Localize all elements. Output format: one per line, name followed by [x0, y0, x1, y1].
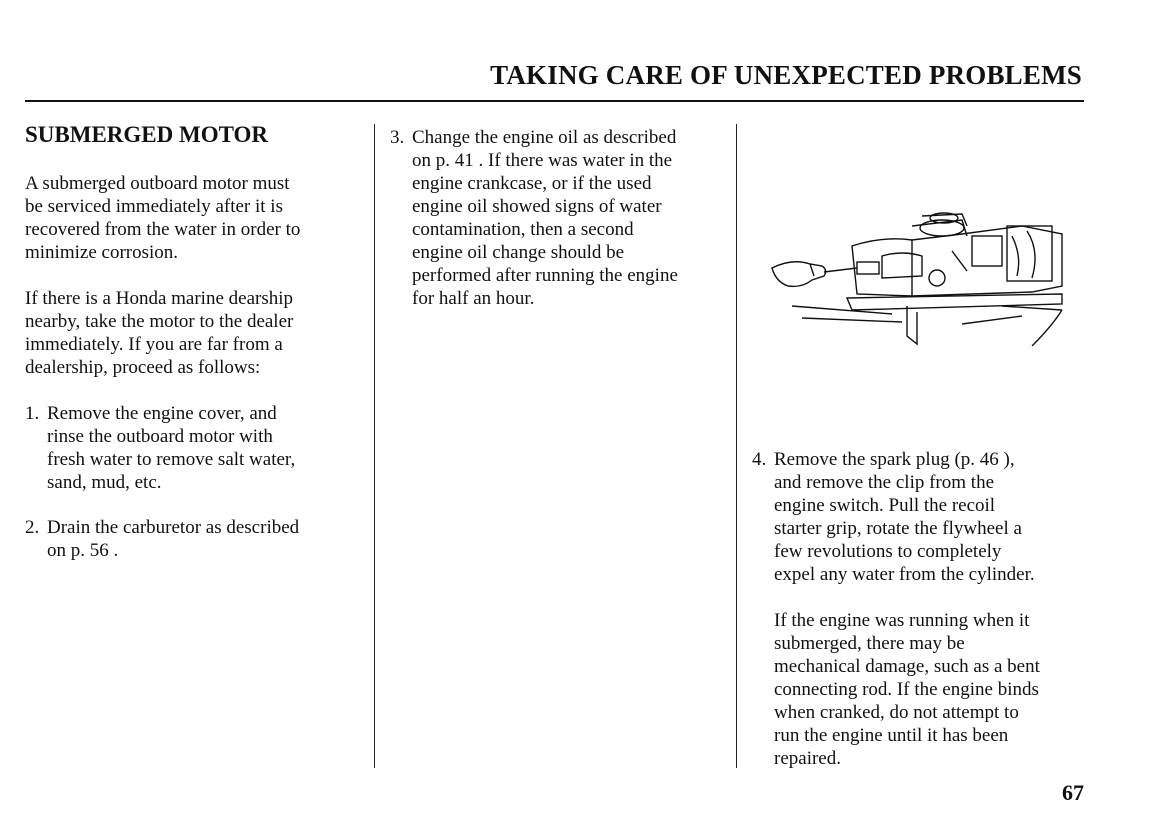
step-text: Remove the engine cover, and rinse the outboard motor with fresh water to remove salt water, sand, mud, etc. — [47, 403, 296, 493]
warning-note-paragraph: If the engine was running when it submerged, there may be mechanical damage, such as a bent connecting rod. If the engine binds when cranked, do not attempt to run the engine until it has been repaired. — [774, 610, 1040, 769]
header-rule — [25, 100, 1084, 102]
dealer-note-paragraph: If there is a Honda marine dearship nearby, take the motor to the dealer immediately. If you are far from a dealership, proceed as follows: — [25, 288, 294, 378]
step-text: Remove the spark plug (p. 46 ), and remove the clip from the engine switch. Pull the recoil starter grip, rotate the flywheel a few revolutions to completely expel any water from the cylinder. — [774, 449, 1035, 585]
step-3 — [390, 126, 678, 310]
outboard-motor-spark-plug-removal-icon — [762, 206, 1070, 356]
page-number: 67 — [1062, 780, 1084, 805]
intro-paragraph: A submerged outboard motor must be serviced immediately after it is recovered from the water in order to minimize corrosion. — [25, 173, 301, 263]
step-text: Change the engine oil as described on p. 41 . If there was water in the engine crankcase, or if the used engine oil showed signs of water contamination, then a second engine oil change should be performed after running the engine for half an hour. — [412, 127, 678, 309]
step-4 — [752, 448, 1035, 586]
section-title: SUBMERGED MOTOR — [25, 122, 269, 147]
column-divider-left — [374, 124, 375, 768]
step-2 — [25, 516, 299, 562]
step-text: Drain the carburetor as described on p. 56 . — [47, 517, 300, 561]
page-header-title: TAKING CARE OF UNEXPECTED PROBLEMS — [490, 60, 1082, 90]
step-1 — [25, 402, 295, 494]
step-number: 3. — [390, 127, 405, 148]
step-number: 1. — [25, 403, 40, 424]
column-divider-right — [736, 124, 737, 768]
step-number: 4. — [752, 449, 767, 470]
step-number: 2. — [25, 517, 40, 538]
